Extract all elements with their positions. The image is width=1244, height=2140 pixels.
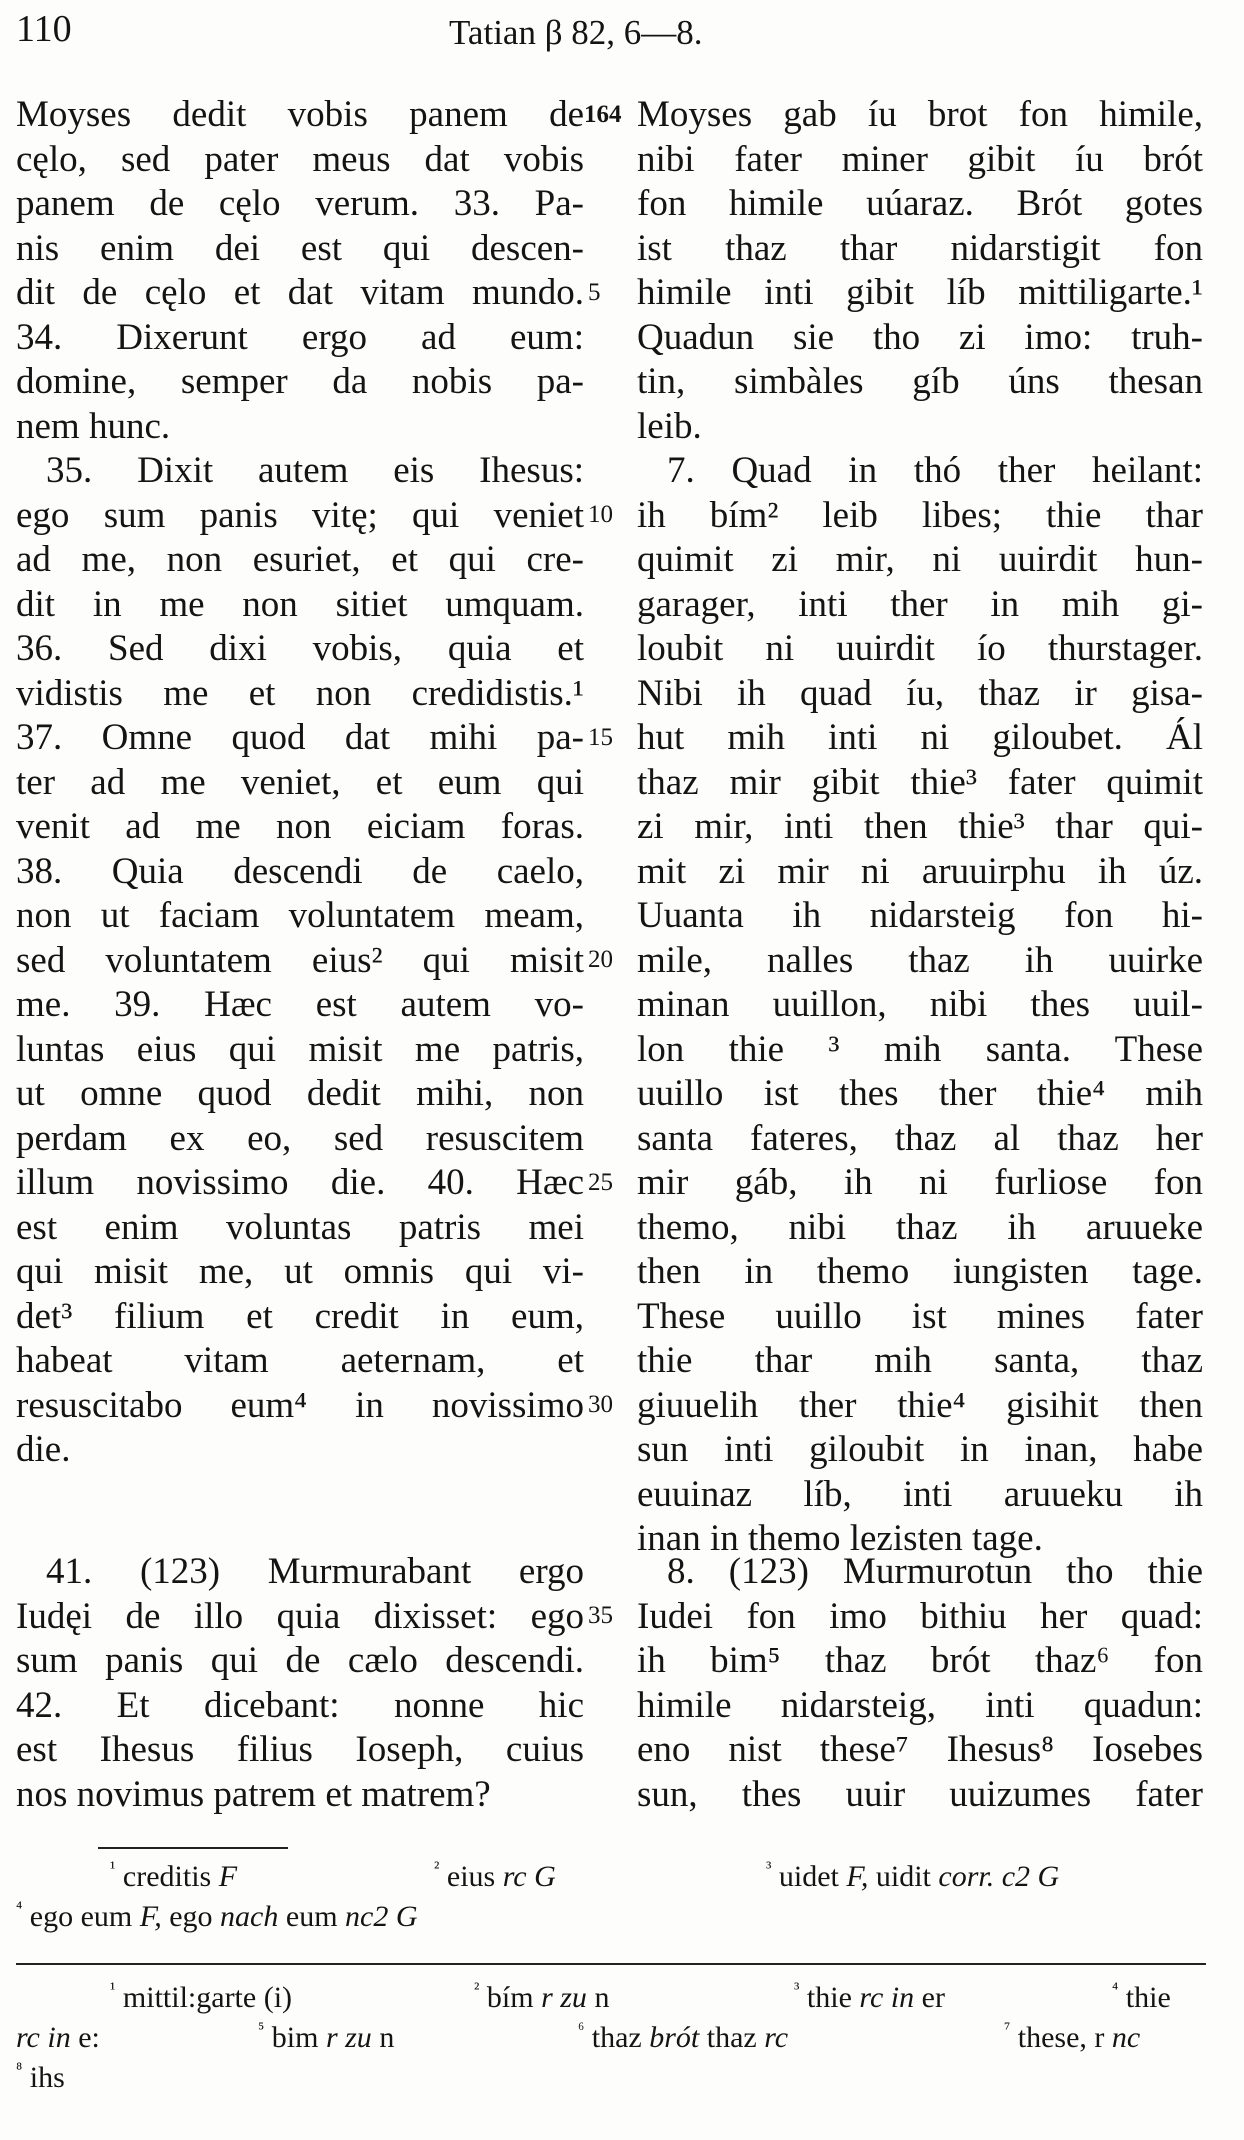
text-line: loubit ni uuirdit ío thurstager. bbox=[637, 628, 1203, 669]
text-line: nos novimus patrem et matrem? bbox=[16, 1773, 491, 1815]
text-line: mile, nalles thaz ih uuirke bbox=[637, 939, 1203, 981]
text-line: thaz mir gibit thie³ fater quimit bbox=[637, 761, 1203, 803]
text-line: 42. Et dicebant: nonne hic bbox=[16, 1684, 584, 1726]
text-line: luntas eius qui misit me patris, bbox=[16, 1028, 584, 1070]
running-header bbox=[0, 4, 1244, 54]
text-line: then in themo iungisten tage. bbox=[637, 1251, 1203, 1292]
text-line: himile nidarsteig, inti quadun: bbox=[637, 1684, 1203, 1726]
text-line: det³ filium et credit in eum, bbox=[16, 1295, 584, 1337]
footnote-german-7: $^{^7}$ these, r nc bbox=[1004, 2018, 1141, 2054]
line-number: 15 bbox=[588, 724, 613, 751]
footnote-latin-1: $^{^1}$ creditis F bbox=[110, 1857, 238, 1893]
text-line: dit in me non sitiet umquam. bbox=[16, 583, 584, 625]
text-line: vidistis me et non credidistis.¹ bbox=[16, 672, 584, 714]
line-number: 30 bbox=[588, 1391, 613, 1418]
text-line: Quadun sie tho zi imo: truh- bbox=[637, 316, 1203, 358]
text-line: themo, nibi thaz ih aruueke bbox=[637, 1206, 1203, 1248]
text-line: ih bím² leib libes; thie thar bbox=[637, 494, 1203, 536]
text-line: eno nist these⁷ Ihesus⁸ Iosebes bbox=[637, 1729, 1203, 1770]
text-line: ist thaz thar nidarstigit fon bbox=[637, 227, 1203, 269]
text-line: qui misit me, ut omnis qui vi- bbox=[16, 1251, 584, 1292]
text-line: est Ihesus filius Ioseph, cuius bbox=[16, 1729, 584, 1770]
line-number: 164 bbox=[584, 101, 622, 128]
latin-column-1 bbox=[16, 93, 584, 1473]
line-number: 5 bbox=[588, 279, 601, 306]
text-line: quimit zi mir, ni uuirdit hun- bbox=[637, 539, 1203, 580]
text-line: ut omne quod dedit mihi, non bbox=[16, 1073, 584, 1114]
text-line: ego sum panis vitę; qui veniet bbox=[16, 494, 584, 536]
text-line: leib. bbox=[637, 405, 702, 447]
text-line: sum panis qui de cælo descendi. bbox=[16, 1640, 584, 1681]
footnote-latin-3: $^{^3}$ uidet F, uidit corr. c2 G bbox=[766, 1857, 1060, 1893]
text-line: ter ad me veniet, et eum qui bbox=[16, 761, 584, 803]
text-line: 7. Quad in thó ther heilant: bbox=[667, 450, 1203, 491]
text-line: himile inti gibit líb mittiligarte.¹ bbox=[637, 272, 1203, 313]
text-line: perdam ex eo, sed resuscitem bbox=[16, 1117, 584, 1159]
text-line: cęlo, sed pater meus dat vobis bbox=[16, 138, 584, 180]
text-line: Uuanta ih nidarsteig fon hi- bbox=[637, 895, 1203, 936]
text-line: me. 39. Hæc est autem vo- bbox=[16, 984, 584, 1025]
text-line: habeat vitam aeternam, et bbox=[16, 1340, 584, 1381]
line-number: 10 bbox=[588, 501, 613, 528]
text-line: mit zi mir ni aruuirphu ih úz. bbox=[637, 850, 1203, 892]
text-line: domine, semper da nobis pa- bbox=[16, 361, 584, 402]
text-line: 35. Dixit autem eis Ihesus: bbox=[46, 450, 584, 491]
text-line: Moyses gab íu brot fon himile, bbox=[637, 94, 1203, 135]
text-line: nem hunc. bbox=[16, 405, 171, 447]
text-line: die. bbox=[16, 1429, 71, 1470]
footnote-latin-4: $^{^4}$ ego eum F, ego nach eum nc2 G bbox=[16, 1897, 418, 1933]
footnote-rule-latin bbox=[98, 1847, 288, 1849]
page-number: 110 bbox=[16, 8, 72, 50]
text-line: sun inti giloubit in inan, habe bbox=[637, 1429, 1203, 1470]
footnote-german-3: $^{^3}$ thie rc in er bbox=[794, 1978, 945, 2014]
footnote-german-4-cont: rc in e: bbox=[16, 2021, 100, 2054]
text-line: uuillo ist thes ther thie⁴ mih bbox=[637, 1073, 1203, 1114]
footnote-german-5: $^{^5}$ bim r zu n bbox=[258, 2018, 395, 2054]
text-line: dit de cęlo et dat vitam mundo. bbox=[16, 272, 584, 313]
text-line: Iudęi de illo quia dixisset: ego bbox=[16, 1595, 584, 1637]
german-column-1 bbox=[637, 93, 1203, 1562]
line-number: 25 bbox=[588, 1169, 613, 1196]
line-number: 35 bbox=[588, 1602, 613, 1629]
text-line: euuinaz líb, inti aruueku ih bbox=[637, 1473, 1203, 1515]
text-line: santa fateres, thaz al thaz her bbox=[637, 1117, 1203, 1159]
text-line: fon himile uúaraz. Brót gotes bbox=[637, 183, 1203, 224]
text-line: nis enim dei est qui descen- bbox=[16, 227, 584, 269]
text-line: tin, simbàles gíb úns thesan bbox=[637, 361, 1203, 402]
text-line: 36. Sed dixi vobis, quia et bbox=[16, 628, 584, 669]
text-line: inan in themo lezisten tage. bbox=[637, 1518, 1043, 1559]
text-line: mir gáb, ih ni furliose fon bbox=[637, 1162, 1203, 1203]
text-line: Nibi ih quad íu, thaz ir gisa- bbox=[637, 672, 1203, 714]
footnote-latin-2: $^{^2}$ eius rc G bbox=[434, 1857, 556, 1893]
footnote-german-8: $^{^8}$ ihs bbox=[16, 2058, 65, 2094]
footnote-german-6: $^{^6}$ thaz brót thaz rc bbox=[578, 2018, 789, 2054]
german-column-2 bbox=[637, 1550, 1203, 1817]
text-line: venit ad me non eiciam foras. bbox=[16, 806, 584, 847]
text-line: These uuillo ist mines fater bbox=[637, 1295, 1203, 1337]
text-line: est enim voluntas patris mei bbox=[16, 1206, 584, 1248]
text-line: 37. Omne quod dat mihi pa- bbox=[16, 717, 584, 758]
latin-column-2 bbox=[16, 1550, 584, 1817]
text-line: 41. (123) Murmurabant ergo bbox=[46, 1551, 584, 1592]
text-line: 8. (123) Murmurotun tho thie bbox=[667, 1551, 1203, 1592]
text-line: thie thar mih santa, thaz bbox=[637, 1340, 1203, 1381]
text-line: sed voluntatem eius² qui misit bbox=[16, 939, 584, 981]
text-line: zi mir, inti then thie³ thar qui- bbox=[637, 806, 1203, 847]
text-line: 38. Quia descendi de caelo, bbox=[16, 850, 584, 892]
text-line: illum novissimo die. 40. Hæc bbox=[16, 1162, 584, 1203]
footnote-german-1: $^{^1}$ mittil:garte (i) bbox=[110, 1978, 293, 2014]
footnote-rule-german bbox=[16, 1963, 1206, 1965]
text-line: hut mih inti ni giloubet. Ál bbox=[637, 717, 1203, 758]
footnote-german-4: $^{^4}$ thie bbox=[1112, 1978, 1171, 2014]
text-line: sun, thes uuir uuizumes fater bbox=[637, 1773, 1203, 1815]
text-line: non ut faciam voluntatem meam, bbox=[16, 895, 584, 936]
text-line: Iudei fon imo bithiu her quad: bbox=[637, 1595, 1203, 1637]
text-line: panem de cęlo verum. 33. Pa- bbox=[16, 183, 584, 224]
text-line: lon thie ³ mih santa. These bbox=[637, 1028, 1203, 1070]
running-title: Tatian β 82, 6—8. bbox=[449, 13, 703, 52]
text-line: garager, inti ther in mih gi- bbox=[637, 583, 1203, 625]
text-line: ih bim⁵ thaz brót thaz⁶ fon bbox=[637, 1640, 1203, 1681]
text-line: resuscitabo eum⁴ in novissimo bbox=[16, 1384, 584, 1426]
text-line: 34. Dixerunt ergo ad eum: bbox=[16, 316, 584, 358]
text-line: minan uuillon, nibi thes uuil- bbox=[637, 984, 1203, 1025]
line-number: 20 bbox=[588, 946, 613, 973]
text-line: nibi fater miner gibit íu brót bbox=[637, 138, 1203, 180]
text-line: giuuelih ther thie⁴ gisihit then bbox=[637, 1384, 1203, 1426]
footnote-german-2: $^{^2}$ bím r zu n bbox=[474, 1978, 610, 2014]
text-line: Moyses dedit vobis panem de bbox=[16, 94, 584, 135]
text-line: ad me, non esuriet, et qui cre- bbox=[16, 539, 584, 580]
